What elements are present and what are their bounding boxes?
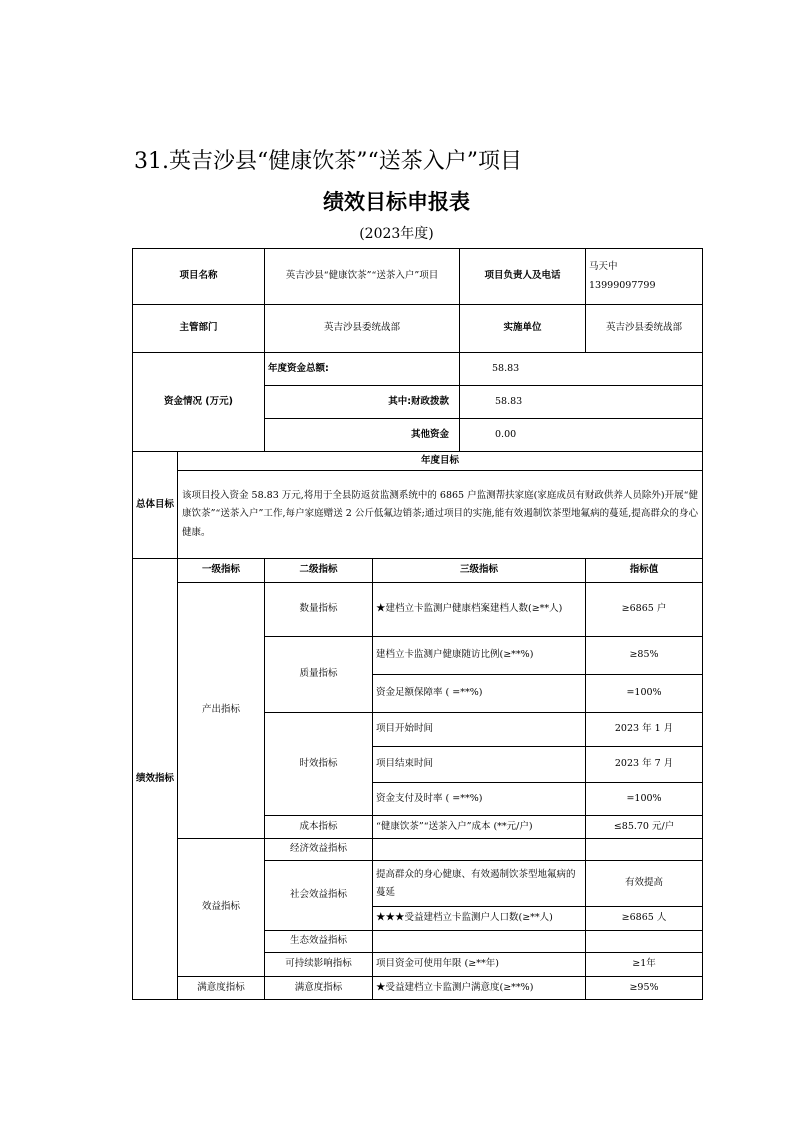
- dept-label: 主管部门: [133, 305, 265, 353]
- perf-header-l2: 二级指标: [265, 559, 373, 583]
- perf-header-l1: 一级指标: [178, 559, 265, 583]
- l2-time: 时效指标: [265, 713, 373, 816]
- l2-satisfaction: 满意度指标: [265, 977, 373, 1000]
- leader-phone: 13999097799: [589, 279, 656, 291]
- value-cell: ≥6865 人: [586, 907, 703, 931]
- form-year: (2023年度): [359, 226, 434, 242]
- performance-table: [132, 248, 703, 1000]
- l1-output: 产出指标: [178, 583, 265, 839]
- l3-cell: [373, 839, 586, 861]
- form-title: 绩效目标申报表: [323, 190, 470, 214]
- l2-cost: 成本指标: [265, 816, 373, 839]
- goal-header-row: [133, 452, 703, 471]
- value-cell: ≥6865 户: [586, 583, 703, 637]
- leader-value: [586, 249, 703, 305]
- l3-cell: 资金支付及时率 ( =**%): [373, 783, 586, 816]
- funds-other-label: 其他资金: [265, 419, 460, 452]
- l1-satisfaction: 满意度指标: [178, 977, 265, 1000]
- l3-cell: ★建档立卡监测户健康档案建档人数(≥**人): [373, 583, 586, 637]
- l3-cell: ★受益建档立卡监测户满意度(≥**%): [373, 977, 586, 1000]
- department-row: [133, 305, 703, 353]
- project-info-row: [133, 249, 703, 305]
- l3-cell: 项目资金可使用年限 (≥**年): [373, 953, 586, 977]
- table-row: [133, 977, 703, 1000]
- unit-label: 实施单位: [460, 305, 586, 353]
- goal-text-row: [133, 471, 703, 559]
- l3-cell: 提高群众的身心健康、有效遏制饮茶型地氟病的蔓延: [373, 861, 586, 907]
- project-name-label: 项目名称: [133, 249, 265, 305]
- value-cell: ≥85%: [586, 637, 703, 675]
- l2-quantity: 数量指标: [265, 583, 373, 637]
- value-cell: 2023 年 7 月: [586, 747, 703, 783]
- leader-name: 马天中: [589, 261, 618, 273]
- perf-header-row: [133, 559, 703, 583]
- value-cell: 有效提高: [586, 861, 703, 907]
- funds-total-row: [133, 353, 703, 386]
- project-name-value: 英吉沙县“健康饮茶”“送茶入户”项目: [265, 249, 460, 305]
- leader-label: 项目负责人及电话: [460, 249, 586, 305]
- table-row: [133, 583, 703, 637]
- funds-fiscal-value: 58.83: [460, 386, 703, 419]
- value-cell: [586, 839, 703, 861]
- l3-cell: 项目结束时间: [373, 747, 586, 783]
- unit-value: 英吉沙县委统战部: [586, 305, 703, 353]
- l3-cell: 项目开始时间: [373, 713, 586, 747]
- goal-label: 总体目标: [133, 452, 178, 559]
- value-cell: ≥1年: [586, 953, 703, 977]
- funds-other-value: 0.00: [460, 419, 703, 452]
- l3-cell: 建档立卡监测户健康随访比例(≥**%): [373, 637, 586, 675]
- goal-text: 该项目投入资金 58.83 万元,将用于全县防返贫监测系统中的 6865 户监测帮扶家庭(家庭成员有财政供养人员除外)开展“健康饮茶”“送茶入户”工作,每户家庭赠送 2 公斤低氟边销茶;通过项目的实施,能有效遏制饮茶型地氟病的蔓延,提高群众的身心健康。: [178, 471, 703, 559]
- funds-total-value: 58.83: [460, 353, 703, 386]
- value-cell: =100%: [586, 783, 703, 816]
- l2-social: 社会效益指标: [265, 861, 373, 931]
- funds-total-label: 年度资金总额:: [265, 353, 460, 386]
- perf-header-value: 指标值: [586, 559, 703, 583]
- l3-cell: 资金足额保障率 ( =**%): [373, 675, 586, 713]
- goal-header: 年度目标: [178, 452, 703, 471]
- l3-cell: ★★★受益建档立卡监测户人口数(≥**人): [373, 907, 586, 931]
- l2-sustain: 可持续影响指标: [265, 953, 373, 977]
- value-cell: ≥95%: [586, 977, 703, 1000]
- l2-econ: 经济效益指标: [265, 839, 373, 861]
- section-heading: 31.英吉沙县“健康饮茶”“送茶入户”项目: [134, 149, 522, 174]
- l1-benefit: 效益指标: [178, 839, 265, 977]
- l3-cell: “健康饮茶”“送茶入户”成本 (**元/户): [373, 816, 586, 839]
- funds-fiscal-label: 其中:财政拨款: [265, 386, 460, 419]
- l2-eco: 生态效益指标: [265, 931, 373, 953]
- perf-header-l3: 三级指标: [373, 559, 586, 583]
- l3-cell: [373, 931, 586, 953]
- funds-label: 资金情况 (万元): [133, 353, 265, 452]
- l2-quality: 质量指标: [265, 637, 373, 713]
- value-cell: =100%: [586, 675, 703, 713]
- value-cell: [586, 931, 703, 953]
- dept-value: 英吉沙县委统战部: [265, 305, 460, 353]
- value-cell: 2023 年 1 月: [586, 713, 703, 747]
- table-row: [133, 839, 703, 861]
- perf-label: 绩效指标: [133, 559, 178, 1000]
- value-cell: ≤85.70 元/户: [586, 816, 703, 839]
